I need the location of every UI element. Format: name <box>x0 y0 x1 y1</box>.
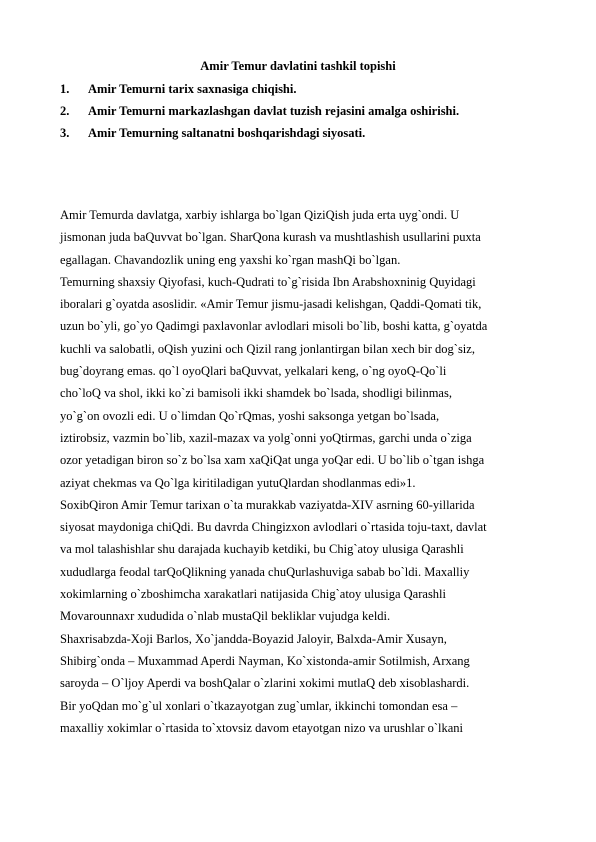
text-line: bug`doyrang emas. qo`l oyoQlari baQuvvat, yelkalari keng, o`ng oyoQ-Qo`li <box>60 364 447 379</box>
text-line: SoxibQiron Amir Temur tarixan o`ta murakkab vaziyatda-XIV asrning 60-yillarida <box>60 497 475 512</box>
plan-item-number: 1. <box>60 82 70 96</box>
plan-item <box>60 103 459 125</box>
text-line: Amir Temurda davlatga, xarbiy ishlarga bo`lgan QiziQish juda erta uyg`ondi. U <box>60 208 460 222</box>
text-line: jismonan juda baQuvvat bo`lgan. SharQona kurash va mushtlashish usullarini puxta <box>60 230 481 245</box>
text-line: siyosat maydoniga chiQdi. Bu davrda Chingizxon avlodlari o`rtasida toju-taxt, davlat <box>60 520 487 535</box>
text-line: kuchli va salobatli, oQish yuzini och Qizil rang jonlantirgan bilan xech bir dog`siz, <box>60 341 475 356</box>
text-line: xududlarga feodal tarQoQlikning yanada chuQurlashuviga sabab bo`ldi. Maxalliy <box>60 564 470 579</box>
text-line: uzun bo`yli, go`yo Qadimgi paxlavonlar avlodlari misoli bo`lib, boshi katta, g`oyatda <box>60 319 488 334</box>
text-line: yo`g`on ovozli edi. U o`limdan Qo`rQmas, yoshi saksonga yetgan bo`lsada, <box>60 408 440 423</box>
plan-item-text: Amir Temurni tarix saxnasiga chiqishi. <box>88 82 297 96</box>
text-line: va mol talashishlar shu darajada kuchayib ketdiki, bu Chig`atoy ulusiga Qarashli <box>60 542 464 557</box>
plan-item-text: Amir Temurni markazlashgan davlat tuzish rejasini amalga oshirishi. <box>88 104 460 118</box>
body-text <box>60 204 560 739</box>
text-line: ozor yetadigan biron so`z bo`lsa xam xaQiQat unga yoQar edi. U bo`lib o`tgan ishga <box>60 453 485 468</box>
text-line: maxalliy xokimlar o`rtasida to`xtovsiz davom etayotgan nizo va urushlar o`lkani <box>60 720 464 735</box>
plan-item <box>60 125 459 147</box>
text-line: Temurning shaxsiy Qiyofasi, kuch-Qudrati to`g`risida Ibn Arabshoxninig Quyidagi <box>60 274 476 289</box>
plan-item-number: 2. <box>60 104 70 118</box>
plan-item-text: Amir Temurning saltanatni boshqarishdagi siyosati. <box>88 126 366 140</box>
plan-item-number: 3. <box>60 126 70 140</box>
text-line: saroyda – O`ljoy Aperdi va boshQalar o`zlarini xokimi mutlaQ deb xisoblashardi. <box>60 676 470 691</box>
plan-item <box>60 81 459 103</box>
text-line: cho`loQ va shol, ikki ko`zi bamisoli ikki shamdek bo`lsada, shodligi bilinmas, <box>60 386 452 401</box>
text-line: Shaxrisabzda-Xoji Barlos, Xo`jandda-Boyazid Jaloyir, Balxda-Amir Xusayn, <box>60 631 447 646</box>
text-line: egallagan. Chavandozlik uning eng yaxshi ko`rgan mashQi bo`lgan. <box>60 252 401 267</box>
text-line: Movarounnaxr xududida o`nlab mustaQil bekliklar vujudga keldi. <box>60 609 391 624</box>
text-line: aziyat chekmas va Qo`lga kiritiladigan yutuQlardan shodlanmas edi»1. <box>60 475 416 490</box>
text-line: Shibirg`onda – Muxammad Aperdi Nayman, Ko`xistonda-amir Sotilmish, Arxang <box>60 653 470 668</box>
text-line: Bir yoQdan mo`g`ul xonlari o`tkazayotgan zug`umlar, ikkinchi tomondan esa – <box>60 698 458 713</box>
text-line: iboralari g`oyatda asoslidir. «Amir Temur jismu-jasadi kelishgan, Qaddi-Qomati tik, <box>60 297 482 312</box>
text-line: iztirobsiz, vazmin bo`lib, xazil-mazax va yolg`onni yoQtirmas, garchi unda o`ziga <box>60 430 472 445</box>
document-title: Amir Temur davlatini tashkil topishi <box>200 59 396 73</box>
plan-list <box>60 81 459 147</box>
text-line: xokimlarning o`zboshimcha xarakatlari natijasida Chig`atoy ulusiga Qarashli <box>60 587 447 602</box>
